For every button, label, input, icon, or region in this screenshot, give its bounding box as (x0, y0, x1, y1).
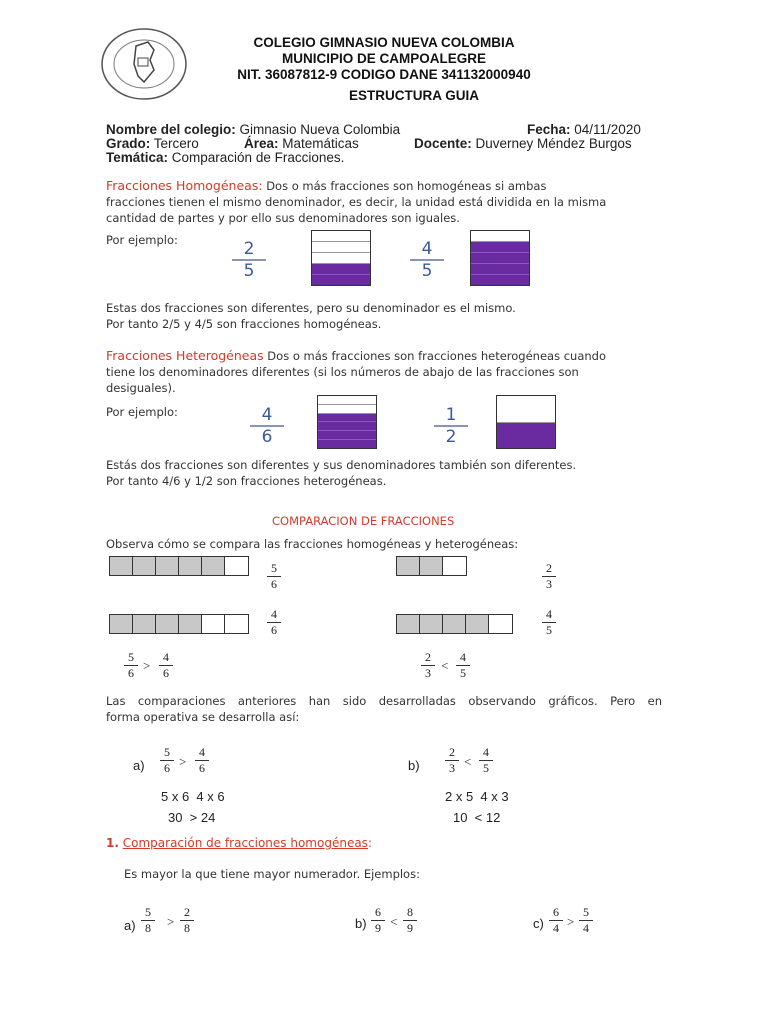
strip-4-6 (109, 614, 249, 634)
heterog-paragraph: Fracciones Heterogéneas Dos o más fracciones son fracciones heterogéneas cuando tiene los denominadores diferentes (si los números de abajo de las fracciones son desiguales). (106, 348, 607, 395)
date-field: Fecha: 04/11/2020 (527, 122, 641, 137)
op-a-frac-2: 4 6 (195, 746, 209, 775)
comparison-intro: Observa cómo se compara las fracciones homogéneas y heterogéneas: (106, 537, 519, 551)
strip-fraction-4-5: 4 5 (542, 608, 556, 637)
area-field: Área: Matemáticas (244, 136, 359, 151)
strip-fraction-4-6: 4 6 (267, 608, 281, 637)
op-b-frac-2: 4 5 (479, 746, 493, 775)
op-a-frac-1: 5 6 (160, 746, 174, 775)
section1-heading: 1. Comparación de fracciones homogéneas: (106, 836, 372, 850)
ex-a-frac-1: 5 8 (141, 906, 155, 935)
explain-line-1: Las comparaciones anteriores han sido desarrolladas observando gráficos. Pero en (106, 694, 662, 708)
op-b-calc-2: 10 < 12 (453, 810, 501, 825)
heterog-fraction-1: 4 6 (250, 406, 284, 446)
homog-title: Fracciones Homogéneas: (106, 178, 263, 193)
teacher-field: Docente: Duverney Méndez Burgos (414, 136, 632, 151)
homog-tank-2 (470, 230, 530, 286)
ex-c-frac-2: 5 4 (579, 906, 593, 935)
result-left-a: 5 6 (124, 651, 138, 680)
strip-5-6 (109, 556, 249, 576)
strip-4-5 (396, 614, 513, 634)
homog-example-label: Por ejemplo: (106, 233, 178, 247)
ex-a-frac-2: 2 8 (180, 906, 194, 935)
result-right-a: 4 6 (159, 651, 173, 680)
result-right-b: 4 5 (456, 651, 470, 680)
result-gt-1: > (143, 658, 151, 673)
school-name: COLEGIO GIMNASIO NUEVA COLOMBIA (253, 35, 515, 50)
ex-a-label: a) (124, 918, 136, 933)
ex-c-label: c) (533, 916, 544, 931)
op-label-a: a) (133, 758, 145, 773)
ex-c-frac-1: 6 4 (549, 906, 563, 935)
ex-b-frac-2: 8 9 (403, 906, 417, 935)
ex-c-sym: > (567, 914, 575, 929)
strip-fraction-5-6: 5 6 (267, 562, 281, 591)
heterog-tank-2 (496, 395, 556, 449)
section1-rule: Es mayor la que tiene mayor numerador. Ejemplos: (124, 867, 420, 881)
nit-code: NIT. 36087812-9 CODIGO DANE 341132000940 (237, 67, 531, 82)
heterog-fraction-2: 1 2 (434, 406, 468, 446)
op-b-lt: < (464, 754, 472, 769)
op-a-calc-2: 30 > 24 (168, 810, 216, 825)
explain-line-2: forma operativa se desarrolla así: (106, 710, 300, 724)
op-b-calc-1: 2 x 5 4 x 3 (445, 789, 509, 804)
result-left-b: 2 3 (421, 651, 435, 680)
result-lt-1: < (441, 658, 449, 673)
homog-note-1: Estas dos fracciones son diferentes, pero su denominador es el mismo. (106, 301, 516, 315)
homog-fraction-1: 2 5 (232, 240, 266, 280)
guide-title: ESTRUCTURA GUIA (349, 88, 479, 103)
homog-tank-1 (311, 230, 371, 286)
strip-fraction-2-3: 2 3 (542, 562, 556, 591)
op-label-b: b) (408, 758, 420, 773)
topic-field: Temática: Comparación de Fracciones. (106, 150, 345, 165)
heterog-title: Fracciones Heterogéneas (106, 348, 264, 363)
municipality: MUNICIPIO DE CAMPOALEGRE (281, 51, 486, 66)
ex-b-sym: < (390, 914, 398, 929)
heterog-note-2: Por tanto 4/6 y 1/2 son fracciones heterogéneas. (106, 474, 387, 488)
comparison-title: COMPARACION DE FRACCIONES (272, 514, 455, 528)
school-field: Nombre del colegio: Gimnasio Nueva Colombia (106, 122, 401, 137)
ex-a-sym: > (167, 914, 175, 929)
heterog-example-label: Por ejemplo: (106, 405, 178, 419)
heterog-tank-1 (317, 395, 377, 449)
ex-b-label: b) (355, 916, 367, 931)
heterog-note-1: Estás dos fracciones son diferentes y sus denominadores también son diferentes. (106, 458, 577, 472)
homog-note-2: Por tanto 2/5 y 4/5 son fracciones homogéneas. (106, 317, 382, 331)
homog-paragraph: Fracciones Homogéneas: Dos o más fracciones son homogéneas si ambas fracciones tienen el mismo denominador, es decir, la unidad está dividida en la misma cantidad de partes y por ello sus denominadores son iguales. (106, 178, 607, 225)
op-b-frac-1: 2 3 (445, 746, 459, 775)
op-a-calc-1: 5 x 6 4 x 6 (161, 789, 225, 804)
op-a-gt: > (179, 754, 187, 769)
strip-2-3 (396, 556, 467, 576)
grade-field: Grado: Tercero (106, 136, 199, 151)
ex-b-frac-1: 6 9 (371, 906, 385, 935)
homog-fraction-2: 4 5 (410, 240, 444, 280)
